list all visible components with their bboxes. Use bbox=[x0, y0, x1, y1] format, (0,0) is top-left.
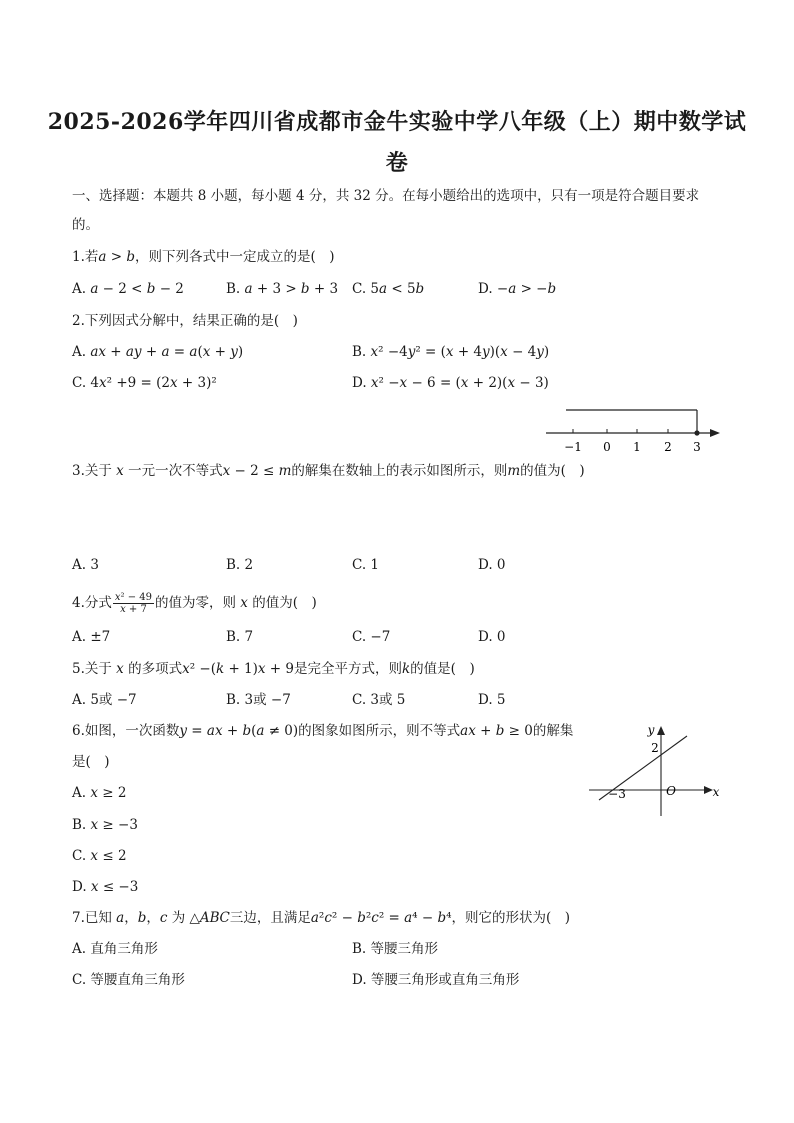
question-3-option-c[interactable]: C. 1 bbox=[352, 557, 380, 573]
question-4-option-b[interactable]: B. 7 bbox=[226, 629, 254, 645]
x-axis-label: x bbox=[712, 785, 720, 799]
question-3-option-d[interactable]: D. 0 bbox=[478, 557, 506, 573]
question-6-option-d[interactable]: D. 𝑥 ≤ −3 bbox=[72, 879, 139, 895]
exam-title-line1: 2025-2026学年四川省成都市金牛实验中学八年级（上）期中数学试 bbox=[47, 109, 747, 135]
question-7-option-b[interactable]: B. 等腰三角形 bbox=[352, 941, 439, 957]
y-intercept-label: 2 bbox=[651, 741, 659, 755]
tick-label-1: 1 bbox=[633, 440, 641, 454]
question-2-option-b[interactable]: B. 𝑥² −4𝑦² = (𝑥 + 4𝑦)(𝑥 − 4𝑦) bbox=[352, 344, 550, 360]
exam-title-line2: 卷 bbox=[385, 150, 409, 176]
fraction-denominator: 𝑥 + 7 bbox=[120, 604, 147, 615]
question-3-option-b[interactable]: B. 2 bbox=[226, 557, 254, 573]
question-3-option-a[interactable]: A. 3 bbox=[72, 557, 99, 573]
fraction-numerator: 𝑥² − 49 bbox=[114, 592, 152, 603]
question-5-stem: 5.关于 𝑥 的多项式𝑥² −(𝑘 + 1)𝑥 + 9是完全平方式，则𝑘的值是( ) bbox=[72, 661, 475, 677]
question-7-option-a[interactable]: A. 直角三角形 bbox=[72, 941, 158, 957]
question-5-option-c[interactable]: C. 3或 5 bbox=[352, 692, 406, 708]
tick-label-0: 0 bbox=[603, 440, 611, 454]
question-6-option-c[interactable]: C. 𝑥 ≤ 2 bbox=[72, 848, 127, 864]
question-2-option-a[interactable]: A. 𝑎𝑥 + 𝑎𝑦 + 𝑎 = 𝑎(𝑥 + 𝑦) bbox=[72, 344, 244, 360]
question-2-option-c[interactable]: C. 4𝑥² +9 = (2𝑥 + 3)² bbox=[72, 375, 217, 391]
question-4-fraction bbox=[113, 592, 154, 615]
x-intercept-label: −3 bbox=[608, 787, 626, 801]
question-6-option-b[interactable]: B. 𝑥 ≥ −3 bbox=[72, 817, 138, 833]
question-4-option-d[interactable]: D. 0 bbox=[478, 629, 506, 645]
question-3-stem: 3.关于 𝑥 一元一次不等式𝑥 − 2 ≤ 𝑚的解集在数轴上的表示如图所示，则𝑚的值为( ) bbox=[72, 463, 585, 479]
question-1-option-b[interactable]: B. 𝑎 + 3 > 𝑏 + 3 bbox=[226, 281, 339, 297]
origin-label: O bbox=[666, 784, 676, 798]
y-axis-label: y bbox=[647, 723, 655, 737]
section-instructions-line1: 一、选择题：本题共 8 小题，每小题 4 分，共 32 分。在每小题给出的选项中，只有一项是符合题目要求 bbox=[72, 188, 700, 204]
tick-label-neg1: −1 bbox=[564, 440, 582, 454]
question-4-option-c[interactable]: C. −7 bbox=[352, 629, 391, 645]
question-5-option-d[interactable]: D. 5 bbox=[478, 692, 506, 708]
question-4-option-a[interactable]: A. ±7 bbox=[72, 629, 111, 645]
number-line-figure bbox=[540, 400, 730, 460]
question-1-option-a[interactable]: A. 𝑎 − 2 < 𝑏 − 2 bbox=[72, 281, 184, 297]
question-4-stem-after: 的值为零，则 𝑥 的值为( ) bbox=[155, 595, 317, 611]
question-7-stem: 7.已知 𝑎，𝑏，𝑐 为 △𝐴𝐵𝐶三边，且满足𝑎²𝑐² − 𝑏²𝑐² = 𝑎⁴ − 𝑏⁴，则它的形状为( ) bbox=[72, 910, 571, 926]
question-4-stem-before: 4.分式 bbox=[72, 595, 112, 611]
question-1-stem: 1.若𝑎 > 𝑏，则下列各式中一定成立的是( ) bbox=[72, 249, 335, 265]
section-instructions-line2: 的。 bbox=[72, 217, 99, 233]
question-6-option-a[interactable]: A. 𝑥 ≥ 2 bbox=[72, 785, 127, 801]
y-axis-arrow bbox=[657, 726, 665, 735]
question-6-stem-line2: 是( ) bbox=[72, 754, 110, 770]
question-1-option-d[interactable]: D. −𝑎 > −𝑏 bbox=[478, 281, 557, 297]
solid-endpoint bbox=[694, 430, 699, 435]
tick-label-2: 2 bbox=[664, 440, 672, 454]
question-4-stem bbox=[72, 590, 317, 616]
question-7-option-d[interactable]: D. 等腰三角形或直角三角形 bbox=[352, 972, 520, 988]
question-1-option-c[interactable]: C. 5𝑎 < 5𝑏 bbox=[352, 281, 425, 297]
linear-function-graph bbox=[585, 720, 725, 820]
tick-label-3: 3 bbox=[693, 440, 701, 454]
number-line-arrow bbox=[710, 429, 720, 437]
question-6-stem-line1: 6.如图，一次函数𝑦 = 𝑎𝑥 + 𝑏(𝑎 ≠ 0)的图象如图所示，则不等式𝑎𝑥 + 𝑏 ≥ 0的解集 bbox=[72, 723, 574, 739]
question-2-option-d[interactable]: D. 𝑥² −𝑥 − 6 = (𝑥 + 2)(𝑥 − 3) bbox=[352, 375, 549, 391]
question-5-option-a[interactable]: A. 5或 −7 bbox=[72, 692, 137, 708]
question-5-option-b[interactable]: B. 3或 −7 bbox=[226, 692, 291, 708]
question-7-option-c[interactable]: C. 等腰直角三角形 bbox=[72, 972, 185, 988]
question-2-stem: 2.下列因式分解中，结果正确的是( ) bbox=[72, 313, 298, 329]
